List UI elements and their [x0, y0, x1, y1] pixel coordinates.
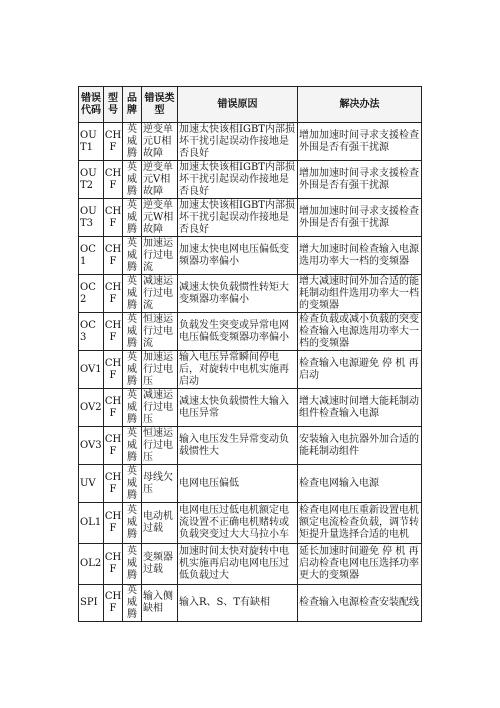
model-cell: CHF [104, 123, 123, 161]
error-type-cell: 减速运行过电流 [142, 275, 178, 313]
model-cell: CHF [104, 199, 123, 237]
header-brand: 品牌 [123, 87, 142, 123]
solution-cell: 检查电网输入电源 [298, 465, 422, 503]
error-cause-cell: 加速太快该相IGBT内部损坏干扰引起误动作接地是否良好 [178, 199, 298, 237]
solution-cell: 检查输入电源检查安装配线 [298, 585, 422, 622]
error-code-cell: OUT3 [79, 199, 104, 237]
error-code-cell: OC1 [79, 237, 104, 275]
error-code-cell: OUT1 [79, 123, 104, 161]
error-type-cell: 逆变单元W相故障 [142, 199, 178, 237]
error-cause-cell: 负载发生突变或异常电网电压偏低变频器功率偏小 [178, 313, 298, 351]
table-row [79, 585, 422, 622]
error-type-cell: 加速运行过电压 [142, 351, 178, 389]
error-code-cell: OV3 [79, 427, 104, 465]
model-cell: CHF [104, 237, 123, 275]
error-code-cell: OUT2 [79, 161, 104, 199]
error-code-cell: OL1 [79, 503, 104, 544]
brand-cell: 英威腾 [123, 313, 142, 351]
brand-cell: 英威腾 [123, 503, 142, 544]
header-code: 错误代码 [79, 87, 104, 123]
model-cell: CHF [104, 275, 123, 313]
solution-cell: 检查负载或减小负载的突变检查输入电源选用功率大一档的变频器 [298, 313, 422, 351]
solution-cell: 增大减速时间增大能耗制动组件检查输入电源 [298, 389, 422, 427]
header-model: 型号 [104, 87, 123, 123]
error-cause-cell: 电网电压过低电机额定电流设置不正确电机赌转或负载突变过大大马拉小车 [178, 503, 298, 544]
header-solution: 解决办法 [298, 87, 422, 123]
brand-cell: 英威腾 [123, 237, 142, 275]
error-cause-cell: 输入R、S、T有缺相 [178, 585, 298, 622]
error-type-cell: 输入侧缺相 [142, 585, 178, 622]
brand-cell: 英威腾 [123, 427, 142, 465]
error-type-cell: 恒速运行过电流 [142, 313, 178, 351]
error-code-cell: OV2 [79, 389, 104, 427]
table-row [79, 427, 422, 465]
table-row [79, 351, 422, 389]
brand-cell: 英威腾 [123, 199, 142, 237]
error-code-cell: UV [79, 465, 104, 503]
error-type-cell: 减速运行过电压 [142, 389, 178, 427]
error-code-table [78, 86, 422, 622]
error-cause-cell: 输入电压异常瞬间停电后，对旋转中电机实施再启动 [178, 351, 298, 389]
model-cell: CHF [104, 389, 123, 427]
solution-cell: 检查电网电压重新设置电机额定电流检查负载，调节转矩提升量选择合适的电机 [298, 503, 422, 544]
header-row [79, 87, 422, 123]
error-cause-cell: 加速太快电网电压偏低变频器功率偏小 [178, 237, 298, 275]
error-type-cell: 加速运行过电流 [142, 237, 178, 275]
model-cell: CHF [104, 427, 123, 465]
error-type-cell: 逆变单元U相故障 [142, 123, 178, 161]
brand-cell: 英威腾 [123, 275, 142, 313]
error-cause-cell: 加速太快该相IGBT内部损坏干扰引起误动作接地是否良好 [178, 161, 298, 199]
brand-cell: 英威腾 [123, 351, 142, 389]
error-type-cell: 恒速运行过电压 [142, 427, 178, 465]
solution-cell: 安装输入电抗器外加合适的能耗制动组件 [298, 427, 422, 465]
model-cell: CHF [104, 585, 123, 622]
error-code-cell: OV1 [79, 351, 104, 389]
error-cause-cell: 减速太快负载惯性转矩大变频器功率偏小 [178, 275, 298, 313]
header-type: 错误类型 [142, 87, 178, 123]
brand-cell: 英威腾 [123, 544, 142, 585]
solution-cell: 增大加速时间检查输入电源选用功率大一档的变频器 [298, 237, 422, 275]
error-cause-cell: 电网电压偏低 [178, 465, 298, 503]
brand-cell: 英威腾 [123, 585, 142, 622]
error-code-cell: OC3 [79, 313, 104, 351]
header-cause: 错误原因 [178, 87, 298, 123]
table-row [79, 123, 422, 161]
error-type-cell: 变频器过载 [142, 544, 178, 585]
solution-cell: 增大减速时间外加合适的能耗制动组件选用功率大一档的变频器 [298, 275, 422, 313]
solution-cell: 检查输入电源避免 停 机 再启动 [298, 351, 422, 389]
table-row [79, 503, 422, 544]
error-cause-cell: 加速时间太快对旋转中电机实施再启动电网电压过低负载过大 [178, 544, 298, 585]
model-cell: CHF [104, 544, 123, 585]
table-row [79, 275, 422, 313]
error-code-cell: OC2 [79, 275, 104, 313]
model-cell: CHF [104, 503, 123, 544]
model-cell: CHF [104, 313, 123, 351]
brand-cell: 英威腾 [123, 123, 142, 161]
table-row [79, 465, 422, 503]
error-cause-cell: 减速太快负载惯性大输入电压异常 [178, 389, 298, 427]
table-row [79, 544, 422, 585]
model-cell: CHF [104, 161, 123, 199]
brand-cell: 英威腾 [123, 465, 142, 503]
error-type-cell: 电动机过载 [142, 503, 178, 544]
table-row [79, 161, 422, 199]
table-row [79, 389, 422, 427]
error-code-cell: SPI [79, 585, 104, 622]
table-row [79, 313, 422, 351]
solution-cell: 增加加速时间寻求支援检查外围是否有强干扰源 [298, 161, 422, 199]
brand-cell: 英威腾 [123, 161, 142, 199]
error-cause-cell: 加速太快该相IGBT内部损坏干扰引起误动作接地是否良好 [178, 123, 298, 161]
error-cause-cell: 输入电压发生异常变动负载惯性大 [178, 427, 298, 465]
solution-cell: 增加加速时间寻求支援检查外围是否有强干扰源 [298, 199, 422, 237]
brand-cell: 英威腾 [123, 389, 142, 427]
error-type-cell: 母线欠压 [142, 465, 178, 503]
error-type-cell: 逆变单元V相故障 [142, 161, 178, 199]
solution-cell: 延长加速时间避免 停 机 再启动检查电网电压选择功率更大的变频器 [298, 544, 422, 585]
solution-cell: 增加加速时间寻求支援检查外围是否有强干扰源 [298, 123, 422, 161]
model-cell: CHF [104, 465, 123, 503]
error-code-cell: OL2 [79, 544, 104, 585]
model-cell: CHF [104, 351, 123, 389]
table-row [79, 237, 422, 275]
table-row [79, 199, 422, 237]
